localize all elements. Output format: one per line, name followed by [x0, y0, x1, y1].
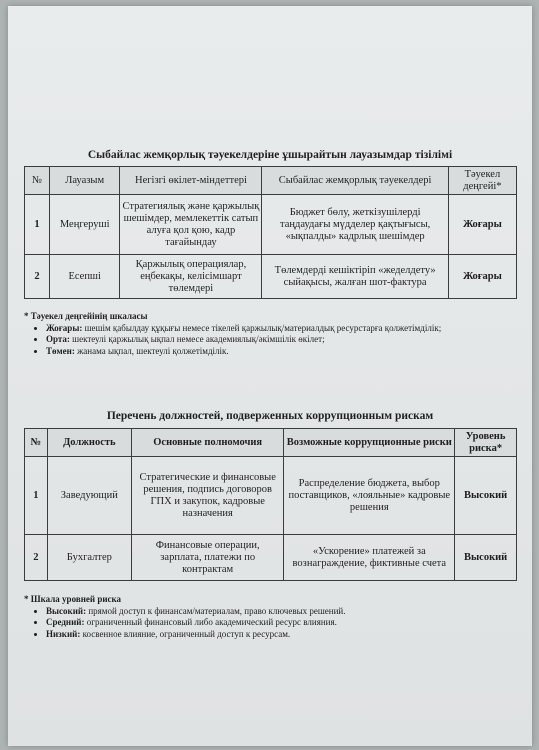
row-num: 1 — [25, 457, 48, 535]
scale-text: жанама ықпал, шектеулі қолжетімділік. — [74, 345, 229, 356]
document-page — [8, 6, 532, 746]
list-item — [46, 334, 524, 346]
scale-label: Средний: — [46, 617, 85, 627]
table-row — [25, 535, 517, 581]
kz-header-level: Тәуекел деңгейі* — [448, 167, 516, 195]
kz-risk-table — [24, 166, 517, 299]
list-item — [46, 629, 524, 641]
row-risks: Төлемдерді кешіктіріп «жеделдету» сыйақысы, жалған шот-фактура — [262, 255, 448, 299]
row-level: Жоғары — [448, 255, 516, 299]
kz-header-duties: Негізгі өкілет-міндеттері — [120, 167, 262, 195]
ru-scale-title: * Шкала уровней риска — [24, 594, 122, 604]
table-row — [25, 195, 517, 255]
row-position: Есепші — [49, 255, 119, 299]
scale-label: Высокий: — [46, 605, 87, 616]
ru-header-position: Должность — [47, 429, 131, 457]
kz-scale-title: * Тәуекел деңгейінің шкаласы — [24, 311, 148, 321]
list-item — [46, 617, 524, 629]
scale-label: Орта: — [46, 334, 70, 344]
row-risks: Бюджет бөлу, жеткізушілерді таңдаудағы мүдделер қақтығысы, «ықпалды» кадрлық шешімдер — [262, 195, 448, 255]
row-level: Высокий — [455, 457, 517, 535]
ru-header-level: Уровень риска* — [455, 429, 517, 457]
row-duties: Стратегические и финансовые решения, подпись договоров ГПХ и закупок, кадровые назначения — [132, 457, 284, 535]
scale-label: Төмен: — [46, 345, 75, 356]
row-level: Высокий — [455, 535, 517, 581]
scale-label: Низкий: — [46, 628, 81, 639]
list-item — [46, 606, 524, 618]
kz-header-risks: Сыбайлас жемқорлық тәуекелдері — [262, 167, 448, 195]
list-item — [46, 346, 524, 358]
row-num: 1 — [25, 195, 50, 255]
kz-header-num: № — [25, 167, 50, 195]
table-row — [25, 255, 517, 299]
ru-title: Перечень должностей, подверженных коррупционным рискам — [106, 410, 434, 422]
kz-scale-list — [24, 323, 524, 358]
ru-header-num: № — [25, 429, 48, 457]
table-row — [25, 457, 517, 535]
row-duties: Қаржылық операциялар, еңбекақы, келісімшарт төлемдері — [120, 255, 262, 299]
row-risks: «Ускорение» платежей за вознаграждение, фиктивные счета — [284, 535, 455, 581]
scale-text: ограниченный финансовый либо академический ресурс влияния. — [84, 617, 337, 627]
ru-risk-scale — [24, 594, 524, 640]
row-num: 2 — [25, 255, 50, 299]
ru-header-duties: Основные полномочия — [132, 429, 284, 457]
kz-risk-scale — [24, 311, 524, 357]
row-position: Меңгеруші — [49, 195, 119, 255]
kz-header-position: Лауазым — [49, 167, 119, 195]
ru-risk-table — [24, 428, 517, 581]
scale-text: прямой доступ к финансам/материалам, право ключевых решений. — [86, 605, 346, 616]
scale-text: шектеулі қаржылық ықпал немесе академиялық/әкімшілік өкілет; — [69, 334, 325, 344]
row-level: Жоғары — [448, 195, 516, 255]
row-position: Заведующий — [47, 457, 131, 535]
scale-text: косвенное влияние, ограниченный доступ к ресурсам. — [80, 628, 291, 639]
row-risks: Распределение бюджета, выбор поставщиков, «лояльные» кадровые решения — [284, 457, 455, 535]
ru-scale-list — [24, 606, 524, 641]
scale-label: Жоғары: — [46, 322, 83, 333]
row-duties: Стратегиялық және қаржылық шешімдер, мемлекеттік сатып алуға қол қою, кадр тағайындау — [120, 195, 262, 255]
list-item — [46, 323, 524, 335]
ru-header-risks: Возможные коррупционные риски — [284, 429, 455, 457]
ru-table-header — [25, 429, 517, 457]
kz-title: Сыбайлас жемқорлық тәуекелдеріне ұшырайтын лауазымдар тізілімі — [87, 149, 453, 161]
row-position: Бухгалтер — [47, 535, 131, 581]
kz-table-header — [25, 167, 517, 195]
row-duties: Финансовые операции, зарплата, платежи по контрактам — [132, 535, 284, 581]
row-num: 2 — [25, 535, 48, 581]
scale-text: шешім қабылдау құқығы немесе тікелей қаржылық/материалдық ресурстарға қолжетімділік; — [82, 322, 442, 333]
